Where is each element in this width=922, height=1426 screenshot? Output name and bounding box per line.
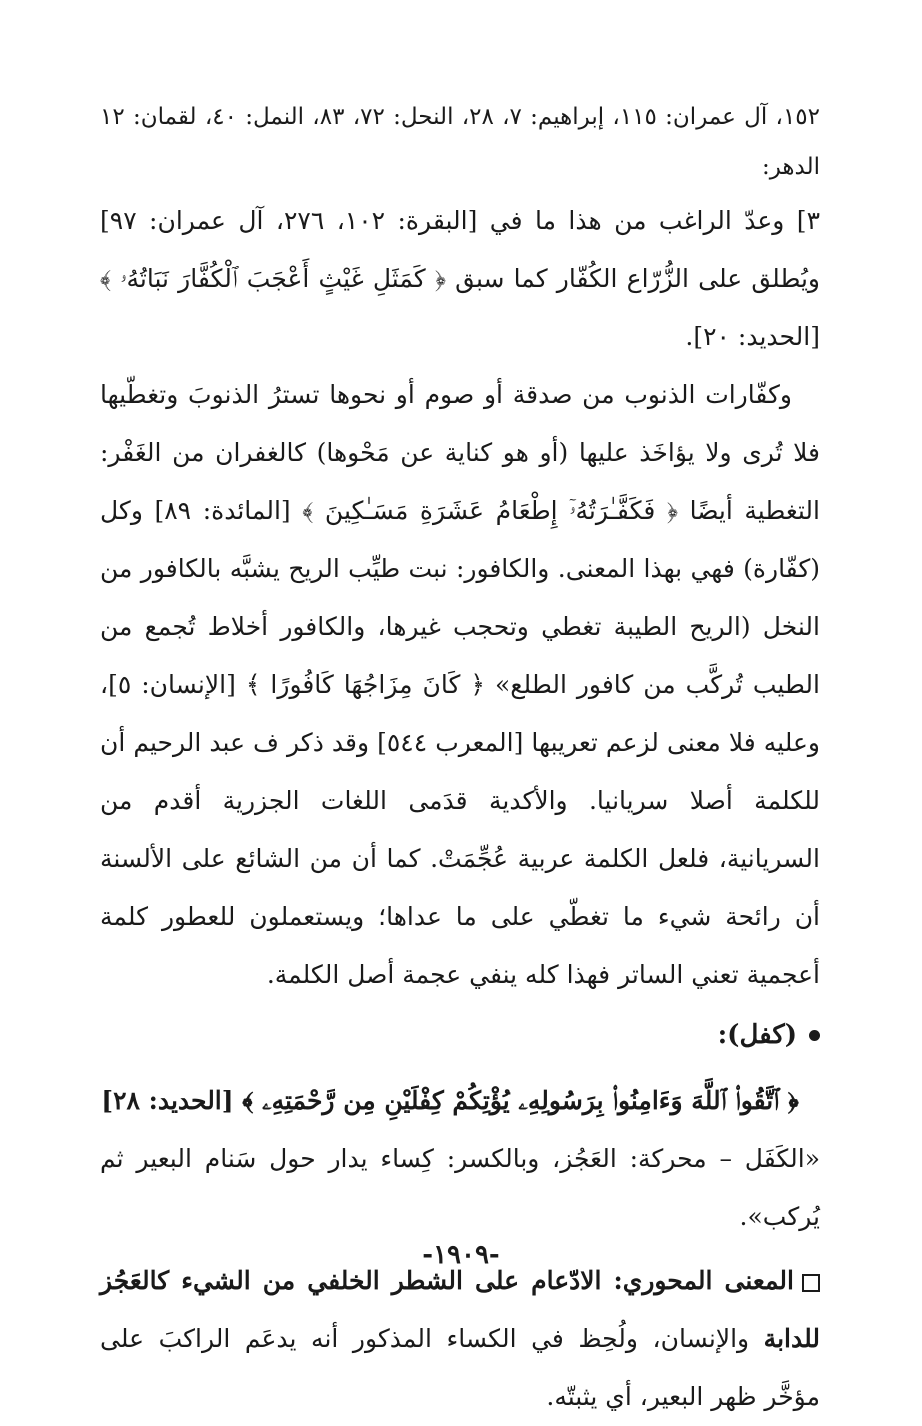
square-box-icon xyxy=(802,1274,820,1292)
core-meaning-rest: والإنسان، ولُحِظ في الكساء المذكور أنه يدعَم الراكبَ على مؤخَّر ظهر البعير، أي يثبتّه. xyxy=(100,1324,820,1411)
section-heading xyxy=(100,1006,820,1064)
core-meaning xyxy=(100,1252,820,1426)
quran-verse: ﴿ ٱتَّقُوا۟ ٱللَّهَ وَءَامِنُوا۟ بِرَسُولِهِۦ يُؤْتِكُمْ كِفْلَيْنِ مِن رَّحْمَتِهِۦ ﴾ [الحديد: ٢٨] xyxy=(101,1086,799,1115)
page-content xyxy=(100,92,820,1426)
section-heading-text: (كفل): xyxy=(717,1020,797,1050)
page-number: -١٩٠٩- xyxy=(422,1240,500,1270)
references-line: ١٥٢، آل عمران: ١١٥، إبراهيم: ٧، ٢٨، النحل: ٧٢، ٨٣، النمل: ٤٠، لقمان: ١٢ الدهر: xyxy=(100,104,821,180)
definition: «الكَفَل – محركة: العَجُز، وبالكسر: كِساء يدار حول سَنام البعير ثم يُركب». xyxy=(100,1144,820,1231)
paragraph-raghib: ٣] وعدّ الراغب من هذا ما في [البقرة: ١٠٢، ٢٧٦، آل عمران: ٩٧] ويُطلق على الزُّرّاع الكُفّار كما سبق ﴿ كَمَثَلِ غَيْثٍ أَعْجَبَ ٱلْكُفَّارَ نَبَاتُهُۥ ﴾ [الحديد: ٢٠]. xyxy=(100,206,820,351)
bullet-icon xyxy=(809,1030,820,1041)
core-meaning-label: المعنى المحوري: الادّعام على الشطر الخلفي من الشيء كالعَجُز للدابة xyxy=(100,1266,820,1353)
paragraph-kaffarat: وكفّارات الذنوب من صدقة أو صوم أو نحوها تسترُ الذنوبَ وتغطّيها فلا تُرى ولا يؤاخَذ عليها (أو هو كناية عن مَحْوها) كالغفران من الغَفْر: التغطية أيضًا ﴿ فَكَفَّـٰرَتُهُۥٓ إِطْعَامُ عَشَرَةِ مَسَـٰكِينَ ﴾ [المائدة: ٨٩] وكل (كفّارة) فهي بهذا المعنى. والكافور: نبت طيِّب الريح يشبَّه بالكافور من النخل (الريح الطيبة تغطي وتحجب غيرها، والكافور أخلاط تُجمع من الطيب تُركَّب من كافور الطلع» ﴿ كَانَ مِزَاجُهَا كَافُورًا ﴾ [الإنسان: ٥]، وعليه فلا معنى لزعم تعريبها [المعرب ٥٤٤] وقد ذكر ف عبد الرحيم أن للكلمة أصلا سريانيا. والأكدية قدَمى اللغات الجزرية أقدم من السريانية، فلعل الكلمة عربية عُجِّمَتْ. كما أن من الشائع على الألسنة أن رائحة شيء ما تغطّي على ما عداها؛ ويستعملون للعطور كلمة أعجمية تعني الساتر فهذا كله ينفي عجمة أصل الكلمة. xyxy=(100,380,820,989)
